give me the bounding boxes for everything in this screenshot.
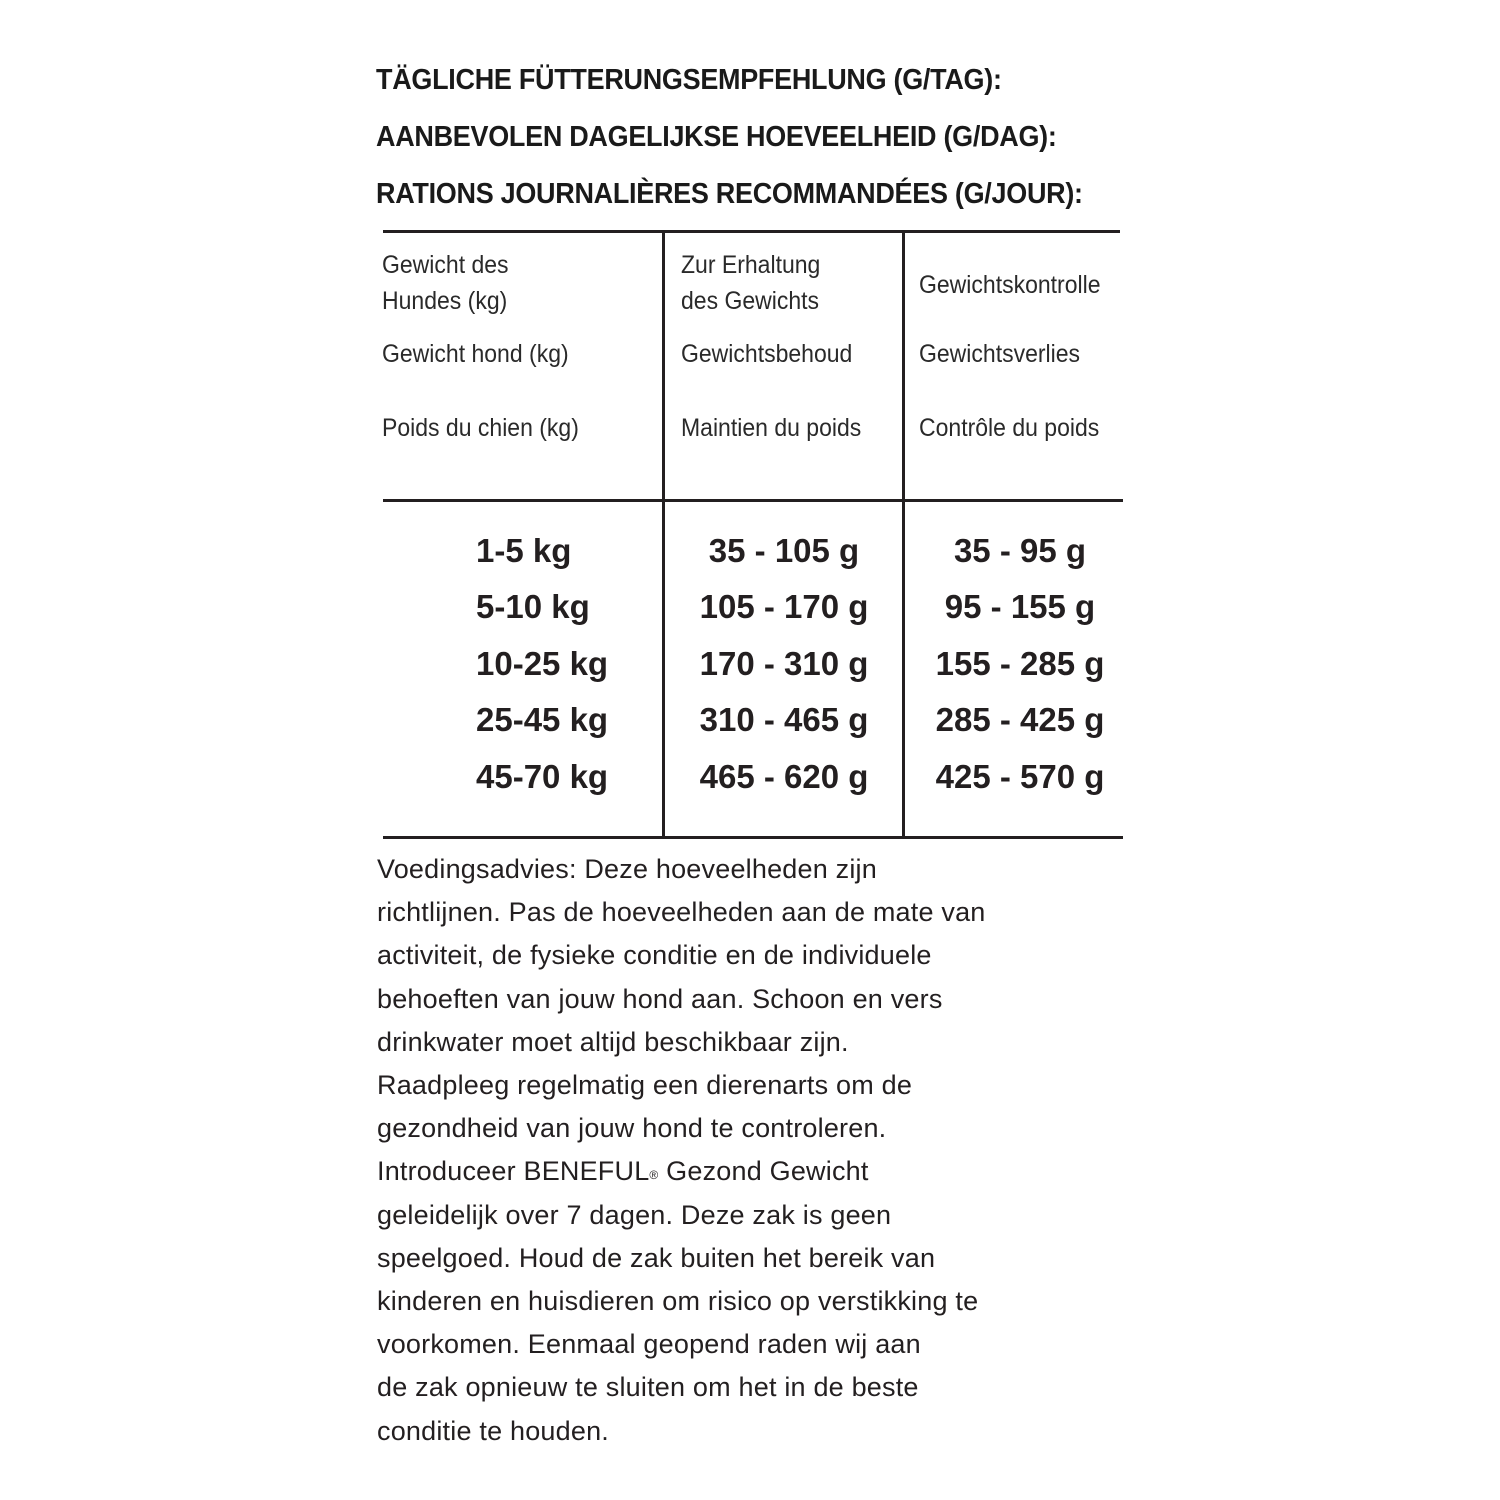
table-top-rule [383, 230, 1120, 233]
cell-maintenance: 105 - 170 g [699, 588, 869, 625]
feeding-advice [377, 848, 1137, 1453]
header-weight-de-line1: Gewicht des [382, 251, 509, 279]
registered-mark: ® [649, 1168, 659, 1183]
header-maintenance-nl: Gewichtsbehoud [681, 340, 853, 368]
cell-weight: 45-70 kg [476, 758, 609, 795]
header-maintenance-de-line2: des Gewichts [681, 287, 820, 315]
advice-line: Raadpleeg regelmatig een dierenarts om de [377, 1070, 913, 1101]
advice-intro-text: Introduceer [377, 1156, 524, 1187]
advice-line-brand [377, 1150, 1137, 1193]
cell-control: 155 - 285 g [935, 645, 1105, 682]
header-maintenance-fr: Maintien du poids [681, 414, 862, 442]
header-weight-de-line2: Hundes (kg) [382, 287, 508, 315]
advice-line: speelgoed. Houd de zak buiten het bereik van [377, 1242, 936, 1273]
brand-name: BENEFUL [523, 1156, 650, 1187]
cell-weight: 1-5 kg [476, 532, 572, 569]
cell-control: 425 - 570 g [935, 758, 1105, 795]
table-bottom-rule [383, 836, 1123, 839]
advice-line: kinderen en huisdieren om risico op verstikking te [377, 1286, 979, 1317]
advice-line: de zak opnieuw te sluiten om het in de beste [377, 1372, 919, 1403]
table-header-rule [383, 499, 1123, 502]
cell-maintenance: 465 - 620 g [699, 758, 869, 795]
cell-weight: 25-45 kg [476, 701, 609, 738]
header-control-de: Gewichtskontrolle [919, 271, 1101, 299]
header-weight-nl: Gewicht hond (kg) [382, 340, 569, 368]
advice-line: activiteit, de fysieke conditie en de individuele [377, 940, 932, 971]
advice-line: voorkomen. Eenmaal geopend raden wij aan [377, 1329, 921, 1360]
advice-line: gezondheid van jouw hond te controleren. [377, 1113, 887, 1144]
header-maintenance-de-line1: Zur Erhaltung [681, 251, 821, 279]
header-control-fr: Contrôle du poids [919, 414, 1100, 442]
header-control-nl: Gewichtsverlies [919, 340, 1081, 368]
product-name: Gezond Gewicht [658, 1156, 869, 1187]
heading-dutch: AANBEVOLEN DAGELIJKSE HOEVEELHEID (G/DAG): [376, 121, 1057, 153]
cell-control: 285 - 425 g [935, 701, 1105, 738]
heading-french: RATIONS JOURNALIÈRES RECOMMANDÉES (G/JOUR): [376, 178, 1083, 210]
cell-control: 35 - 95 g [953, 532, 1087, 569]
advice-line: behoeften van jouw hond aan. Schoon en vers [377, 983, 943, 1014]
cell-maintenance: 310 - 465 g [699, 701, 869, 738]
cell-control: 95 - 155 g [944, 588, 1096, 625]
advice-line: conditie te houden. [377, 1415, 609, 1446]
cell-weight: 5-10 kg [476, 588, 590, 625]
cell-maintenance: 170 - 310 g [699, 645, 869, 682]
cell-weight: 10-25 kg [476, 645, 609, 682]
header-weight-fr: Poids du chien (kg) [382, 414, 579, 442]
advice-line: Voedingsadvies: Deze hoeveelheden zijn [377, 854, 877, 884]
advice-line: drinkwater moet altijd beschikbaar zijn. [377, 1026, 849, 1057]
advice-line: richtlijnen. Pas de hoeveelheden aan de mate van [377, 897, 986, 928]
cell-maintenance: 35 - 105 g [708, 532, 860, 569]
heading-german: TÄGLICHE FÜTTERUNGSEMPFEHLUNG (G/TAG): [376, 64, 1002, 96]
advice-line: geleidelijk over 7 dagen. Deze zak is geen [377, 1199, 892, 1230]
